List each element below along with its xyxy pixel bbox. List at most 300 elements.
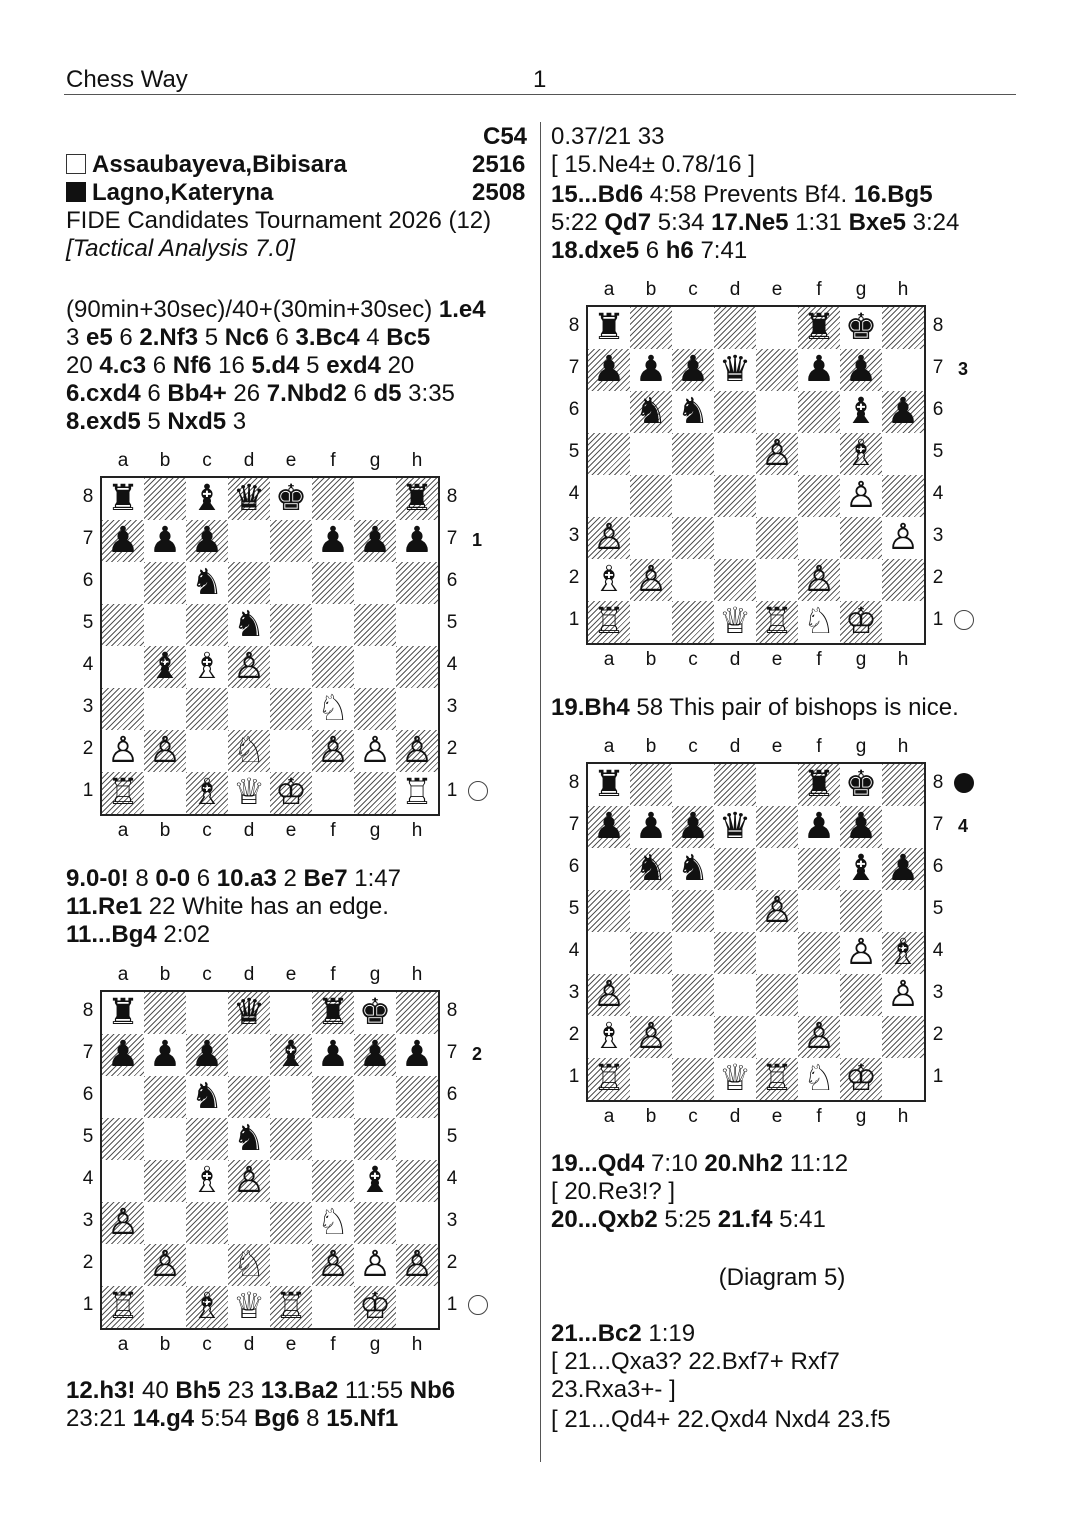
board-square <box>672 601 714 643</box>
board-square <box>102 646 144 688</box>
board-square <box>630 307 672 349</box>
diagram-number: 2 <box>472 1044 483 1064</box>
move-comment: 3 <box>66 324 87 351</box>
board-square <box>840 433 882 475</box>
black-knight-icon: ♞ <box>634 391 668 432</box>
white-rook-icon: ♖ <box>760 1058 794 1099</box>
board-square <box>840 848 882 890</box>
white-pawn-icon: ♙ <box>634 559 668 600</box>
board-square <box>144 604 186 646</box>
file-label: d <box>243 964 255 985</box>
board-square <box>354 1244 396 1286</box>
move: 9.0-0! <box>66 865 129 892</box>
board-square <box>714 475 756 517</box>
move: 8.exd5 <box>66 408 141 435</box>
board-square <box>270 1034 312 1076</box>
black-pawn-icon: ♟ <box>190 1034 224 1075</box>
file-label: c <box>202 450 212 471</box>
move-text-line <box>66 893 389 921</box>
board-square <box>798 517 840 559</box>
file-label: c <box>688 736 698 757</box>
rank-label: 5 <box>932 441 944 462</box>
black-bishop-icon: ♝ <box>274 1034 308 1075</box>
file-label: b <box>645 279 657 300</box>
move: 2.Nf3 <box>139 324 199 351</box>
rank-label: 2 <box>82 738 94 759</box>
board-square <box>102 1076 144 1118</box>
move-text-line <box>551 1406 891 1434</box>
rank-label: 4 <box>568 940 580 961</box>
board-square <box>270 646 312 688</box>
white-rook-icon: ♖ <box>592 1058 626 1099</box>
black-rook-icon: ♜ <box>400 478 434 519</box>
file-label: g <box>369 820 381 841</box>
board-square <box>714 806 756 848</box>
file-label: h <box>897 279 909 300</box>
board-square <box>630 1016 672 1058</box>
board-square <box>102 1118 144 1160</box>
file-label: g <box>369 450 381 471</box>
board-square <box>228 992 270 1034</box>
board-square <box>102 1286 144 1328</box>
board-square <box>354 1286 396 1328</box>
white-rook-icon: ♖ <box>106 772 140 813</box>
board-square <box>798 890 840 932</box>
move: 7.Nbd2 <box>266 380 347 407</box>
file-label: h <box>411 820 423 841</box>
board-square <box>798 932 840 974</box>
board-square <box>588 848 630 890</box>
board-square <box>228 1286 270 1328</box>
board-square <box>102 730 144 772</box>
move-comment: 5 <box>299 352 327 379</box>
white-pawn-icon: ♙ <box>592 517 626 558</box>
board-square <box>312 992 354 1034</box>
board-square <box>756 806 798 848</box>
black-knight-icon: ♞ <box>676 391 710 432</box>
board-square <box>756 974 798 1016</box>
move-text-line <box>551 151 755 179</box>
white-pawn-icon: ♙ <box>106 730 140 771</box>
board-square <box>882 848 924 890</box>
file-label: g <box>855 649 867 670</box>
move-text-line <box>719 1264 846 1292</box>
file-label: e <box>771 1106 783 1127</box>
board-square <box>756 932 798 974</box>
board-square <box>312 688 354 730</box>
board-square <box>756 764 798 806</box>
board-square <box>882 433 924 475</box>
board-square <box>396 646 438 688</box>
black-pawn-icon: ♟ <box>844 806 878 847</box>
file-label: f <box>330 820 336 841</box>
file-label: b <box>159 450 171 471</box>
move: 3.Bc4 <box>295 324 360 351</box>
white-pawn-icon: ♙ <box>802 1016 836 1057</box>
board-square <box>672 349 714 391</box>
board-square <box>588 601 630 643</box>
board-square <box>312 772 354 814</box>
file-label: d <box>729 279 741 300</box>
black-pawn-icon: ♟ <box>844 349 878 390</box>
rank-label: 3 <box>446 696 458 717</box>
move: 11...Bg4 <box>66 921 157 948</box>
black-player <box>66 179 273 207</box>
white-queen-icon: ♕ <box>232 772 266 813</box>
board-square <box>840 307 882 349</box>
board-square <box>396 992 438 1034</box>
rank-label: 8 <box>446 486 458 507</box>
file-label: d <box>243 1334 255 1355</box>
file-label: e <box>285 964 297 985</box>
black-pawn-icon: ♟ <box>148 520 182 561</box>
black-square-icon <box>66 182 86 202</box>
board-square <box>270 1076 312 1118</box>
file-label: a <box>603 736 615 757</box>
chess-board <box>586 305 926 645</box>
white-bishop-icon: ♗ <box>886 932 920 973</box>
board-square <box>588 559 630 601</box>
black-queen-icon: ♛ <box>718 806 752 847</box>
board-square <box>312 604 354 646</box>
board-square <box>630 391 672 433</box>
chess-board <box>100 476 440 816</box>
board-square <box>588 475 630 517</box>
white-pawn-icon: ♙ <box>358 730 392 771</box>
board-square <box>102 520 144 562</box>
white-knight-icon: ♘ <box>802 601 836 642</box>
move-comment: 6 <box>112 324 140 351</box>
move: 19...Qd4 <box>551 1150 645 1177</box>
rank-label: 1 <box>446 780 458 801</box>
board-square <box>144 1160 186 1202</box>
black-pawn-icon: ♟ <box>106 520 140 561</box>
black-pawn-icon: ♟ <box>148 1034 182 1075</box>
board-square <box>312 1244 354 1286</box>
board-square <box>270 1118 312 1160</box>
move-comment: 4 <box>359 324 387 351</box>
chess-board <box>586 762 926 1102</box>
move: 0-0 <box>155 865 191 892</box>
move-text-line <box>551 123 664 151</box>
board-square <box>144 688 186 730</box>
file-label: e <box>285 820 297 841</box>
board-square <box>672 433 714 475</box>
board-square <box>714 349 756 391</box>
board-square <box>588 1016 630 1058</box>
move-comment: 5 <box>140 408 168 435</box>
board-square <box>396 604 438 646</box>
file-label: c <box>688 649 698 670</box>
board-square <box>144 1034 186 1076</box>
board-square <box>798 848 840 890</box>
white-player <box>66 151 347 179</box>
move-comment: 6 <box>190 865 217 892</box>
move: Nf6 <box>172 352 212 379</box>
board-square <box>186 604 228 646</box>
board-square <box>630 433 672 475</box>
board-square <box>354 520 396 562</box>
board-square <box>588 932 630 974</box>
annotator: [Tactical Analysis 7.0] <box>66 235 295 262</box>
board-square <box>630 475 672 517</box>
board-square <box>588 307 630 349</box>
move-comment: 23 <box>220 1377 261 1404</box>
black-rook-icon: ♜ <box>316 992 350 1033</box>
board-square <box>270 1244 312 1286</box>
white-king-icon: ♔ <box>274 772 308 813</box>
white-rook-icon: ♖ <box>274 1286 308 1327</box>
black-bishop-icon: ♝ <box>844 848 878 889</box>
board-square <box>882 517 924 559</box>
board-square <box>270 1160 312 1202</box>
rank-label: 5 <box>446 1126 458 1147</box>
chess-board <box>100 990 440 1330</box>
board-square <box>840 1058 882 1100</box>
move-comment: 6 <box>639 237 666 264</box>
move-text-line <box>66 1405 398 1433</box>
file-label: g <box>369 1334 381 1355</box>
rank-label: 5 <box>568 898 580 919</box>
move: Bg6 <box>254 1405 300 1432</box>
white-pawn-icon: ♙ <box>148 1244 182 1285</box>
board-square <box>228 688 270 730</box>
file-label: f <box>816 279 822 300</box>
rank-label: 5 <box>446 612 458 633</box>
white-to-move-icon <box>954 610 974 630</box>
board-square <box>798 806 840 848</box>
rank-label: 4 <box>446 654 458 675</box>
board-square <box>840 1016 882 1058</box>
board-square <box>840 890 882 932</box>
rank-label: 1 <box>568 609 580 630</box>
rank-label: 2 <box>932 567 944 588</box>
board-square <box>144 1202 186 1244</box>
black-pawn-icon: ♟ <box>358 1034 392 1075</box>
move-text-line <box>551 1348 840 1376</box>
board-square <box>396 772 438 814</box>
board-square <box>354 1160 396 1202</box>
board-square <box>186 1076 228 1118</box>
white-king-icon: ♔ <box>844 1058 878 1099</box>
rank-label: 8 <box>446 1000 458 1021</box>
black-pawn-icon: ♟ <box>592 806 626 847</box>
black-rook-icon: ♜ <box>592 764 626 805</box>
move: Be7 <box>303 865 348 892</box>
file-label: e <box>285 1334 297 1355</box>
file-label: f <box>330 450 336 471</box>
board-square <box>270 478 312 520</box>
file-label: a <box>603 1106 615 1127</box>
board-square <box>102 1160 144 1202</box>
rank-label: 6 <box>568 399 580 420</box>
board-square <box>354 646 396 688</box>
file-label: b <box>645 1106 657 1127</box>
rank-label: 6 <box>446 1084 458 1105</box>
file-label: a <box>603 279 615 300</box>
board-square <box>588 517 630 559</box>
board-square <box>882 601 924 643</box>
board-square <box>672 307 714 349</box>
board-square <box>630 559 672 601</box>
file-label: f <box>816 1106 822 1127</box>
rank-label: 6 <box>446 570 458 591</box>
board-square <box>102 992 144 1034</box>
rank-label: 6 <box>932 399 944 420</box>
move-text-line <box>551 1150 848 1178</box>
board-square <box>798 974 840 1016</box>
white-knight-icon: ♘ <box>316 1202 350 1243</box>
move-comment: 7:41 <box>693 237 748 264</box>
board-square <box>102 562 144 604</box>
rank-label: 3 <box>568 525 580 546</box>
file-label: d <box>243 820 255 841</box>
board-square <box>144 562 186 604</box>
rank-label: 1 <box>932 1066 944 1087</box>
rank-label: 7 <box>568 357 580 378</box>
black-bishop-icon: ♝ <box>358 1160 392 1201</box>
board-square <box>102 604 144 646</box>
board-square <box>102 1202 144 1244</box>
rank-label: 8 <box>568 772 580 793</box>
board-square <box>756 890 798 932</box>
eco-code: C54 <box>483 123 528 150</box>
rank-label: 5 <box>568 441 580 462</box>
rank-label: 7 <box>932 814 944 835</box>
board-square <box>312 478 354 520</box>
board-square <box>840 559 882 601</box>
white-pawn-icon: ♙ <box>844 932 878 973</box>
board-square <box>228 646 270 688</box>
header-title: Chess Way <box>66 66 188 93</box>
board-square <box>714 433 756 475</box>
move: Nxd5 <box>167 408 227 435</box>
board-square <box>672 932 714 974</box>
board-square <box>228 1244 270 1286</box>
move: Qd7 <box>604 209 652 236</box>
black-pawn-icon: ♟ <box>676 806 710 847</box>
board-square <box>396 730 438 772</box>
board-square <box>840 601 882 643</box>
board-square <box>714 848 756 890</box>
file-label: h <box>897 1106 909 1127</box>
board-square <box>672 806 714 848</box>
rank-label: 8 <box>932 315 944 336</box>
black-knight-icon: ♞ <box>676 848 710 889</box>
board-square <box>312 1076 354 1118</box>
board-square <box>714 601 756 643</box>
rank-label: 3 <box>82 696 94 717</box>
white-elo: 2516 <box>472 151 526 178</box>
white-pawn-icon: ♙ <box>886 517 920 558</box>
file-label: d <box>729 1106 741 1127</box>
board-square <box>186 1244 228 1286</box>
move-comment: 6 <box>140 380 168 407</box>
move-comment: [ 20.Re3!? ] <box>551 1178 676 1205</box>
move-comment: 8 <box>299 1405 327 1432</box>
rank-label: 4 <box>932 483 944 504</box>
board-square <box>312 1118 354 1160</box>
file-label: f <box>816 649 822 670</box>
move: Bc5 <box>386 324 431 351</box>
move: 20...Qxb2 <box>551 1206 658 1233</box>
board-square <box>186 772 228 814</box>
black-bishop-icon: ♝ <box>148 646 182 687</box>
move-comment: 11:55 <box>338 1377 410 1404</box>
white-rook-icon: ♖ <box>760 601 794 642</box>
board-square <box>882 475 924 517</box>
file-label: h <box>411 450 423 471</box>
white-to-move-icon <box>468 1295 488 1315</box>
board-square <box>228 1076 270 1118</box>
board-square <box>756 848 798 890</box>
move-comment: 7:10 <box>644 1150 705 1177</box>
white-bishop-icon: ♗ <box>592 1016 626 1057</box>
black-bishop-icon: ♝ <box>844 391 878 432</box>
board-square <box>798 764 840 806</box>
move-comment: 5:54 <box>194 1405 255 1432</box>
white-pawn-icon: ♙ <box>886 974 920 1015</box>
board-square <box>672 559 714 601</box>
board-square <box>798 559 840 601</box>
black-king-icon: ♚ <box>844 764 878 805</box>
board-square <box>714 559 756 601</box>
board-square <box>630 932 672 974</box>
file-label: b <box>159 1334 171 1355</box>
board-square <box>672 1058 714 1100</box>
board-square <box>588 806 630 848</box>
board-square <box>186 562 228 604</box>
board-square <box>186 1286 228 1328</box>
move: 17.Ne5 <box>711 209 789 236</box>
board-square <box>144 730 186 772</box>
rank-label: 5 <box>932 898 944 919</box>
board-square <box>798 391 840 433</box>
black-pawn-icon: ♟ <box>400 520 434 561</box>
move: 21.f4 <box>717 1206 773 1233</box>
rank-label: 4 <box>446 1168 458 1189</box>
board-square <box>882 806 924 848</box>
board-square <box>186 1202 228 1244</box>
board-square <box>312 562 354 604</box>
board-square <box>228 520 270 562</box>
board-square <box>312 1202 354 1244</box>
white-bishop-icon: ♗ <box>844 433 878 474</box>
white-pawn-icon: ♙ <box>760 433 794 474</box>
move-comment: (Diagram 5) <box>718 1264 846 1291</box>
move-comment: 5:22 <box>551 209 605 236</box>
move: 4.c3 <box>99 352 147 379</box>
board-square <box>798 1016 840 1058</box>
file-label: b <box>645 649 657 670</box>
file-label: h <box>897 649 909 670</box>
board-square <box>630 848 672 890</box>
board-square <box>354 1034 396 1076</box>
white-pawn-icon: ♙ <box>316 1244 350 1285</box>
rank-label: 4 <box>82 1168 94 1189</box>
board-square <box>144 1118 186 1160</box>
board-square <box>102 1244 144 1286</box>
rank-label: 8 <box>82 486 94 507</box>
board-square <box>798 307 840 349</box>
board-square <box>396 478 438 520</box>
board-square <box>354 1118 396 1160</box>
move: 12.h3! <box>66 1377 136 1404</box>
file-label: g <box>855 736 867 757</box>
board-square <box>882 764 924 806</box>
board-square <box>354 1076 396 1118</box>
move-text-line <box>551 209 959 237</box>
